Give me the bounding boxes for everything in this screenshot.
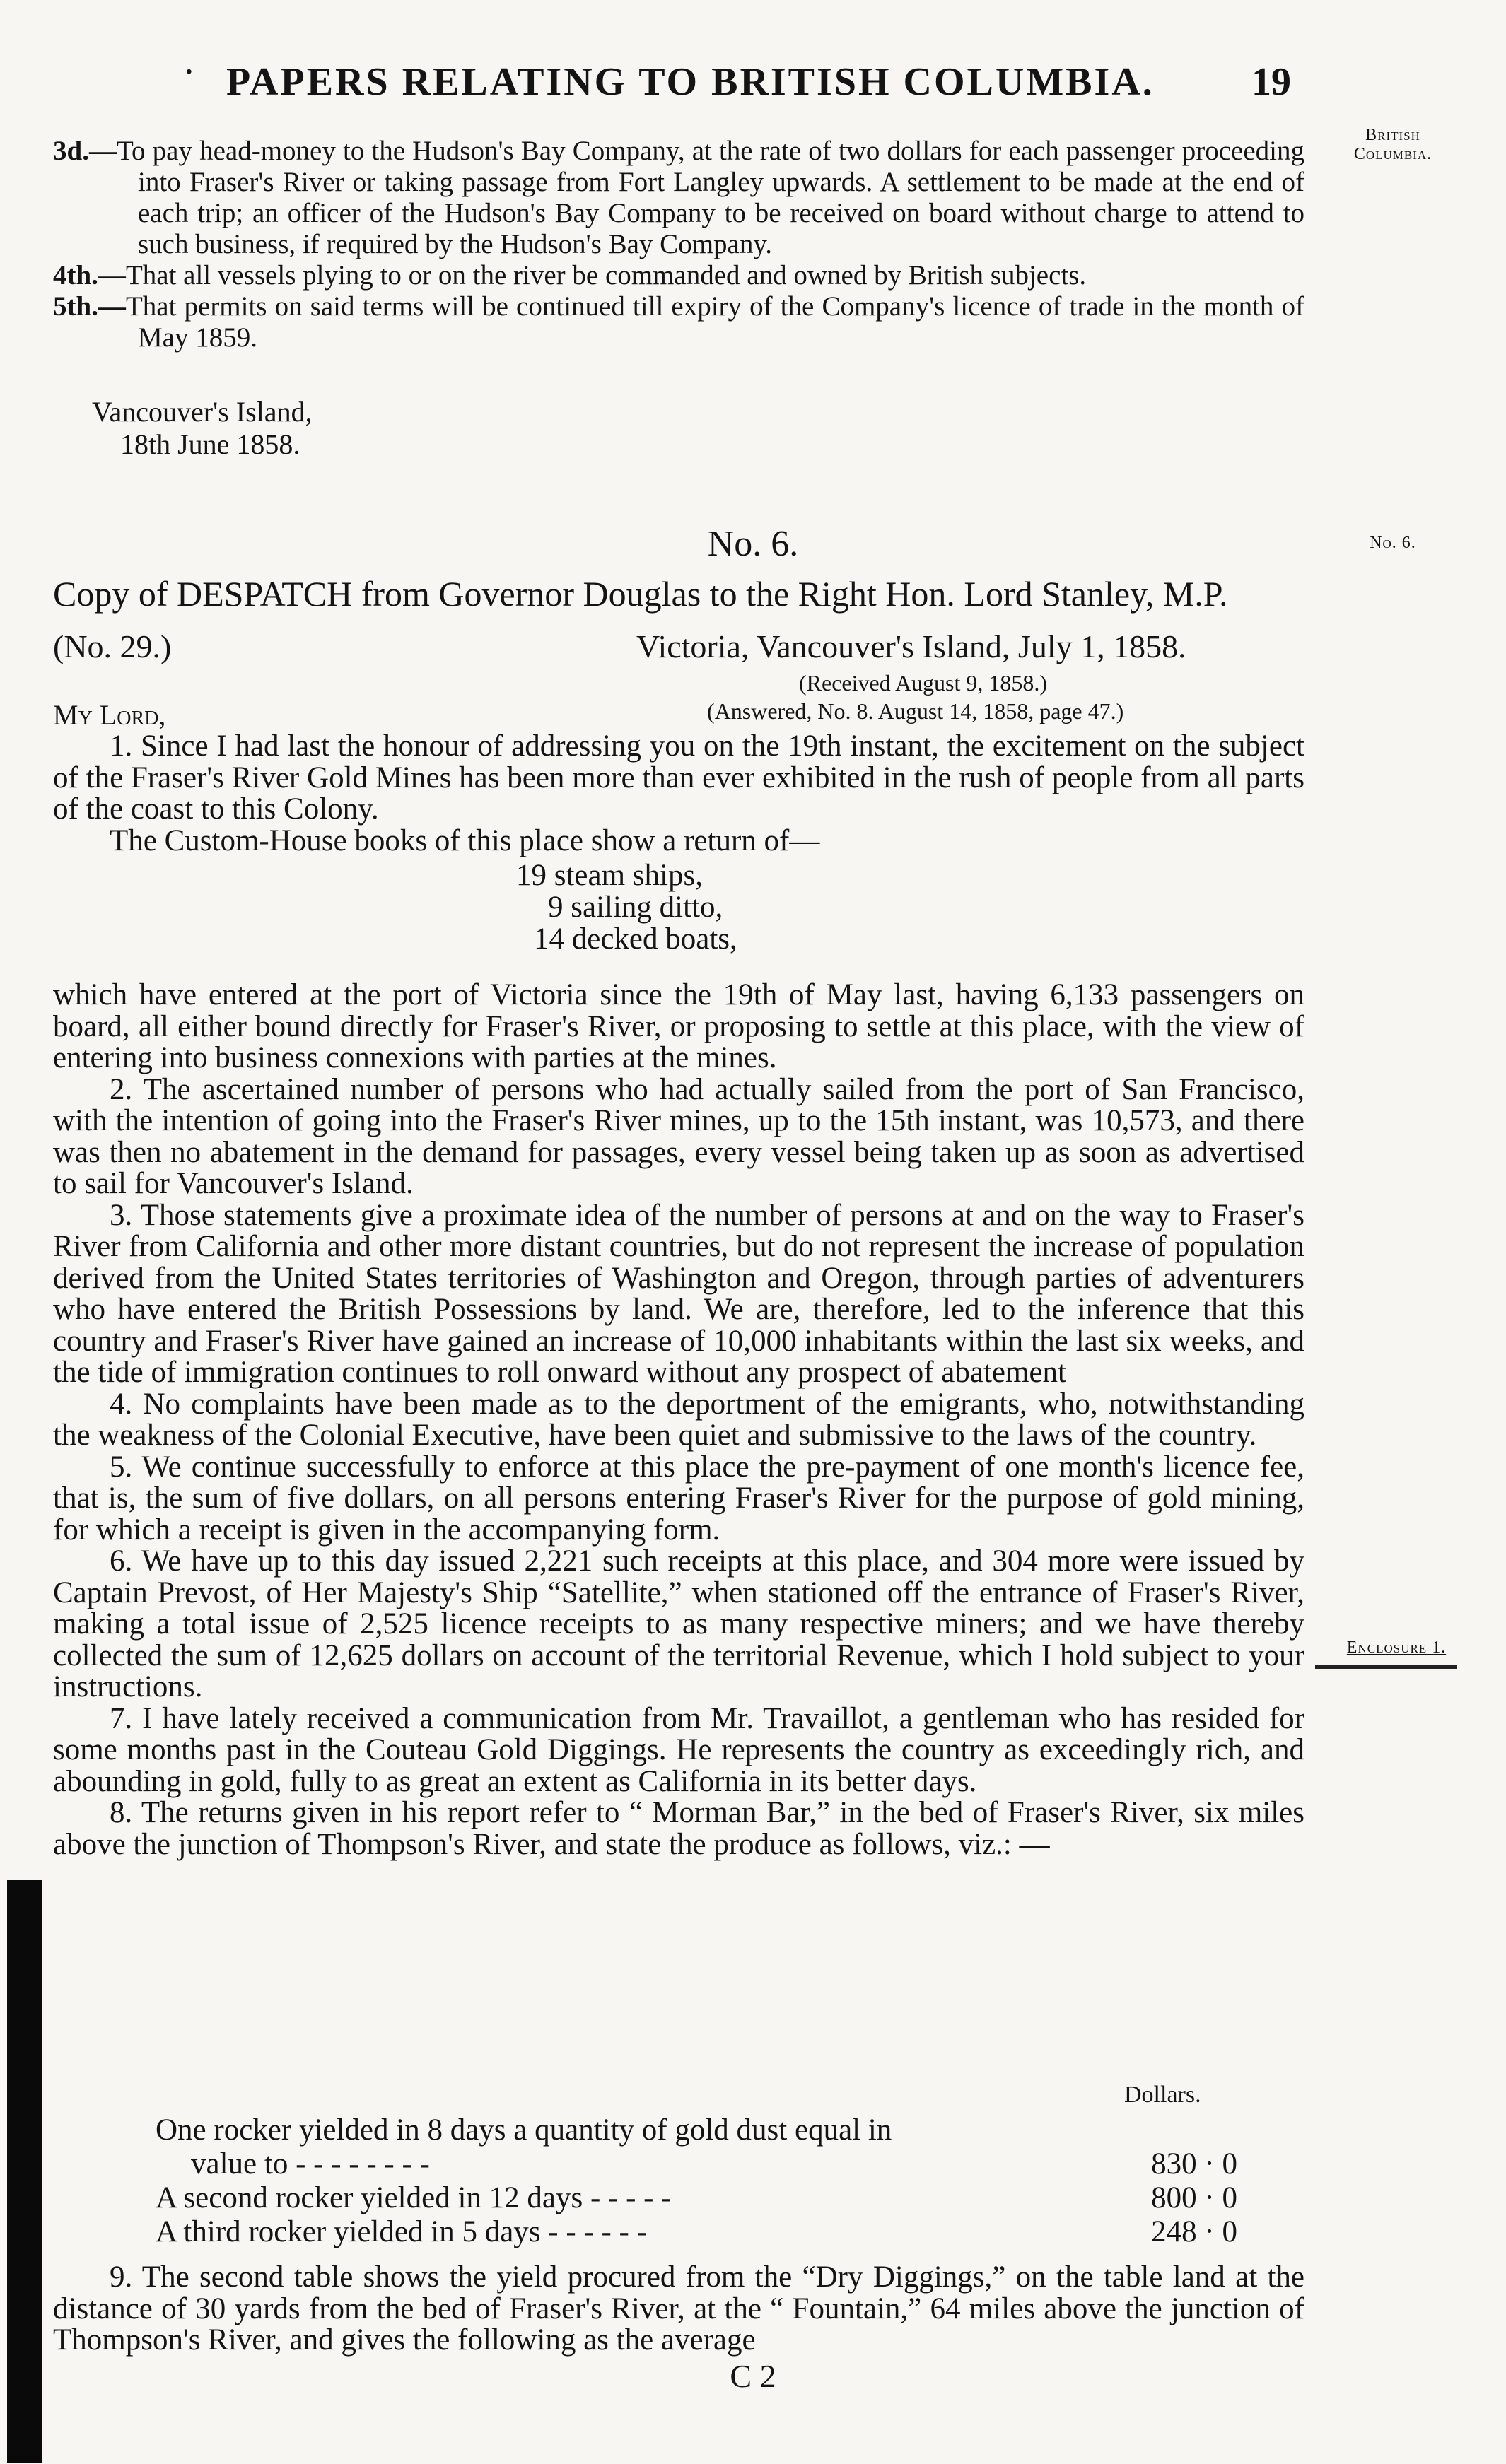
despatch-answered: (Answered, No. 8. August 14, 1858, page 47.)	[707, 698, 1124, 724]
table-row-description: One rocker yielded in 8 days a quantity of gold dust equal in	[156, 2113, 892, 2147]
table-row-value: 248 · 0	[1151, 2215, 1237, 2248]
condition-number: 3d.—	[53, 136, 117, 166]
despatch-received: (Received August 9, 1858.)	[799, 670, 1048, 696]
condition-text: That permits on said terms will be continued till expiry of the Company's licence of trade in the month of May 1859.	[125, 291, 1304, 353]
paragraph-5: 5. We continue successfully to enforce at this place the pre-payment of one month's licence fee, that is, the sum of five dollars, on all persons entering Fraser's River for the purpose of gold mining, for which a receipt is given in the accompanying form.	[53, 1450, 1304, 1547]
table-unit-header: Dollars.	[1124, 2082, 1201, 2108]
margin-note-british: British	[1365, 126, 1420, 144]
paragraph-9: 9. The second table shows the yield procured from the “Dry Diggings,” on the table land at the distance of 30 yards from the bed of Fraser's River, at the “ Fountain,” 64 miles above the junction of Thompson's River, and gives the following as the average	[53, 2260, 1304, 2357]
condition-text: To pay head-money to the Hudson's Bay Company, at the rate of two dollars for each passenger proceeding into Fraser's River or taking passage from Fort Langley upwards. A settlement to be made at the end of each trip; an officer of the Hudson's Bay Company to be received on board without charge to attend to such business, if required by the Hudson's Bay Company.	[116, 136, 1304, 259]
paragraph-2: 2. The ascertained number of persons who had actually sailed from the port of San Francisco, with the intention of going into the Fraser's River mines, up to the 15th instant, was 10,573, and there was then no abatement in the demand for passages, every vessel being taken up as soon as advertised to sail for Vancouver's Island.	[53, 1072, 1304, 1200]
table-row	[156, 2215, 1259, 2249]
margin-note-columbia: Columbia.	[1353, 145, 1432, 163]
list-item: 9 sailing ditto,	[548, 891, 723, 924]
rocker-table	[156, 2113, 1259, 2249]
page-header	[0, 49, 1506, 113]
enclosure-rule	[1315, 1665, 1457, 1669]
table-row-description: value to - - - - - - - -	[191, 2147, 430, 2181]
condition-item	[53, 136, 1304, 260]
margin-note-british-columbia	[1322, 126, 1464, 164]
condition-text: That all vessels plying to or on the river be commanded and owned by British subjects.	[125, 260, 1087, 291]
condition-number: 5th.—	[53, 291, 126, 322]
condition-item	[53, 260, 1304, 291]
condition-number: 4th.—	[53, 260, 126, 291]
list-item: 19 steam ships,	[516, 859, 703, 892]
paragraph-7: 7. I have lately received a communication from Mr. Travaillot, a gentleman who has resided for some months past in the Couteau Gold Diggings. He represents the country as exceedingly rich, and abounding in gold, fully to as great an extent as California in its better days.	[53, 1701, 1304, 1798]
dateline-top	[92, 396, 313, 461]
table-row-value: 800 · 0	[1151, 2181, 1237, 2214]
despatch-copy-line: Copy of DESPATCH from Governor Douglas to the Right Hon. Lord Stanley, M.P.	[53, 574, 1228, 614]
paragraph-4: 4. No complaints have been made as to the deportment of the emigrants, who, notwithstanding the weakness of the Colonial Executive, have been quiet and submissive to the laws of the country.	[53, 1387, 1304, 1452]
salutation: My Lord,	[53, 699, 166, 731]
paragraph-3: 3. Those statements give a proximate idea of the number of persons at and on the way to Fraser's River from California and other more distant countries, but do not represent the increase of population derived from the United States territories of Washington and Oregon, through parties of adventurers who have entered the British Possessions by land. We are, therefore, led to the inference that this country and Fraser's River have gained an increase of 10,000 inhabitants within the last six weeks, and the tide of immigration continues to roll onward without any prospect of abatement	[53, 1198, 1304, 1389]
table-row-description: A third rocker yielded in 5 days - - - - - -	[156, 2215, 647, 2248]
despatch-ref: (No. 29.)	[53, 628, 172, 664]
page-number: 19	[1251, 60, 1291, 104]
return-list	[509, 860, 737, 955]
condition-item	[53, 291, 1304, 353]
paragraph-1	[53, 731, 1304, 857]
paragraph-1-return-intro: The Custom-House books of this place show a return of—	[110, 823, 820, 857]
dateline-date: 18th June 1858.	[120, 428, 300, 460]
table-row	[156, 2147, 1259, 2181]
table-row	[156, 2181, 1259, 2215]
paragraph-1-continued: which have entered at the port of Victoria since the 19th of May last, having 6,133 passengers on board, all either bound directly for Fraser's River, or proposing to settle at this place, with the view of entering into business connexions with parties at the mines.	[53, 978, 1304, 1074]
despatch-place-date: Victoria, Vancouver's Island, July 1, 1858.	[636, 628, 1186, 664]
table-row-description: A second rocker yielded in 12 days - - - - -	[156, 2181, 672, 2214]
dateline-place: Vancouver's Island,	[92, 396, 313, 428]
running-title: PAPERS RELATING TO BRITISH COLUMBIA.	[226, 60, 1155, 104]
despatch-number-heading: No. 6.	[707, 524, 799, 564]
paragraph-9-block	[53, 2262, 1304, 2357]
paragraph-8: 8. The returns given in his report refer to “ Morman Bar,” in the bed of Fraser's River, six miles above the junction of Thompson's River, and state the produce as follows, viz.: —	[53, 1796, 1304, 1861]
signature-mark: C 2	[730, 2358, 776, 2394]
margin-note-enclosure: Enclosure 1.	[1346, 1638, 1447, 1657]
margin-note-no6: No. 6.	[1370, 534, 1416, 552]
paragraph-6: 6. We have up to this day issued 2,221 such receipts at this place, and 304 more were issued by Captain Prevost, of Her Majesty's Ship “Satellite,” when stationed off the entrance of Fraser's River, making a total issue of 2,525 licence receipts to as many respective miners; and we have thereby collected the sum of 12,625 dollars on account of the territorial Revenue, which I hold subject to your instructions.	[53, 1544, 1304, 1703]
paragraphs-body	[53, 980, 1304, 1860]
paragraph-1-text: 1. Since I had last the honour of addressing you on the 19th instant, the excitement on the subject of the Fraser's River Gold Mines has been more than ever exhibited in the rush of people from all parts of the coast to this Colony.	[53, 729, 1304, 826]
table-row	[156, 2113, 1259, 2147]
header-ornament: ·	[182, 50, 196, 94]
list-item: 14 decked boats,	[534, 922, 737, 956]
scan-edge-bar	[7, 1880, 42, 2463]
table-row-value: 830 · 0	[1151, 2147, 1237, 2181]
conditions-list	[53, 136, 1304, 353]
